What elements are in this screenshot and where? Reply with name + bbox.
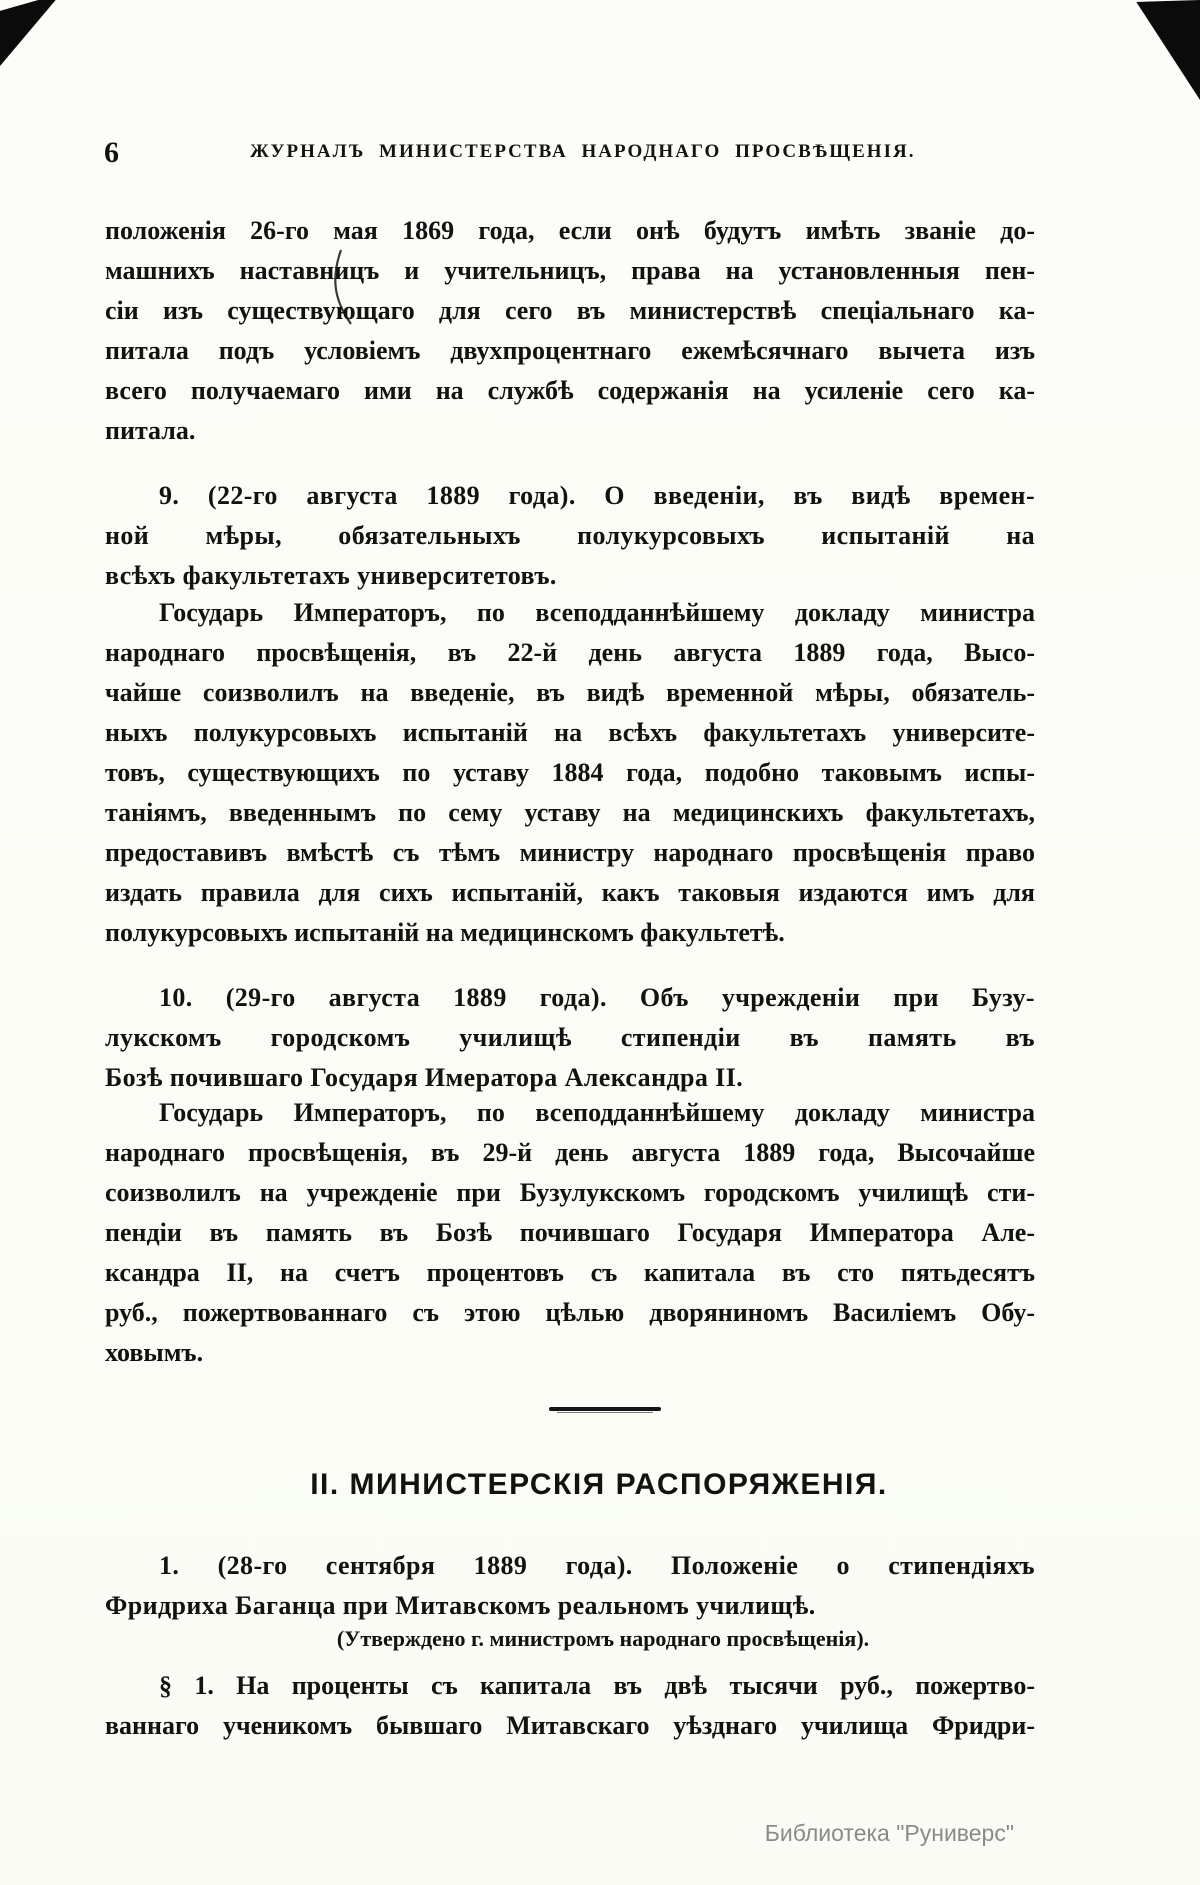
paragraph-item-9-body: [105, 593, 1035, 953]
text-line: питала.: [105, 416, 196, 445]
text-line: 9. (22-го августа 1889 года). О введеніи, въ видѣ времен-: [159, 481, 1035, 510]
paragraph-pension-continuation: [105, 211, 1035, 451]
text-line: Бозѣ почившаго Государя Имератора Александра II.: [105, 1063, 744, 1092]
text-line: пендіи въ память въ Бозѣ почившаго Государя Императора Але-: [105, 1218, 1035, 1247]
text-line: народнаго просвѣщенія, въ 22-й день августа 1889 года, Высо-: [105, 638, 1035, 667]
section-2-title: II. МИНИСТЕРСКІЯ РАСПОРЯЖЕНІЯ.: [310, 1468, 888, 1501]
scan-artifact-top-right-corner: [1130, 0, 1200, 100]
text-line: ваннаго ученикомъ бывшаго Митавскаго уѣзднаго училища Фридри-: [105, 1711, 1035, 1740]
text-line: издать правила для сихъ испытаній, какъ таковыя издаются имъ для: [105, 878, 1035, 907]
text-line: § 1. На проценты съ капитала въ двѣ тысячи руб., пожертво-: [159, 1671, 1035, 1700]
paragraph-order-1-body: [105, 1666, 1035, 1746]
text-line: народнаго просвѣщенія, въ 29-й день августа 1889 года, Высочайше: [105, 1138, 1035, 1167]
text-line: Фридриха Баганца при Митавскомъ реальномъ училищѣ.: [105, 1591, 816, 1620]
text-line: предоставивъ вмѣстѣ съ тѣмъ министру народнаго просвѣщенія право: [105, 838, 1035, 867]
text-line: руб., пожертвованнаго съ этою цѣлью дворяниномъ Василіемъ Обу-: [105, 1298, 1035, 1327]
page-number: 6: [104, 136, 119, 169]
heading-order-1: [105, 1546, 1035, 1626]
text-line: положенія 26-го мая 1869 года, если онѣ будутъ имѣть званіе до-: [105, 216, 1035, 245]
text-line: ной мѣры, обязательныхъ полукурсовыхъ испытаній на: [105, 521, 1035, 550]
paragraph-item-10-body: [105, 1093, 1035, 1373]
text-line: полукурсовыхъ испытаній на медицинскомъ факультетѣ.: [105, 918, 785, 947]
text-line: питала подъ условіемъ двухпроцентнаго ежемѣсячнаго вычета изъ: [105, 336, 1035, 365]
journal-header-title: ЖУРНАЛЪ МИНИСТЕРСТВА НАРОДНАГО ПРОСВѢЩЕНІЯ.: [250, 141, 916, 162]
text-line: Государь Императоръ, по всеподданнѣйшему докладу министра: [159, 598, 1035, 627]
text-line: ксандра II, на счетъ процентовъ съ капитала въ сто пятьдесятъ: [105, 1258, 1035, 1287]
text-line: ховымъ.: [105, 1338, 204, 1367]
text-line: сіи изъ существующаго для сего въ министерствѣ спеціальнаго ка-: [105, 296, 1035, 325]
text-line: 10. (29-го августа 1889 года). Объ учрежденіи при Бузу-: [159, 983, 1035, 1012]
runivers-library-watermark: Библиотека "Руниверс": [764, 1820, 1014, 1846]
scan-artifact-top-left-corner: [0, 0, 58, 68]
text-line: ныхъ полукурсовыхъ испытаній на всѣхъ факультетахъ университе-: [105, 718, 1035, 747]
text-line: таніямъ, введеннымъ по сему уставу на медицинскихъ факультетахъ,: [105, 798, 1035, 827]
heading-item-9: [105, 476, 1035, 596]
text-line: соизволилъ на учрежденіе при Бузулукскомъ городскомъ училищѣ сти-: [105, 1178, 1035, 1207]
approval-note: (Утверждено г. министромъ народнаго просвѣщенія).: [336, 1626, 870, 1651]
running-head: [0, 136, 1200, 170]
text-line: всѣхъ факультетахъ университетовъ.: [105, 561, 557, 590]
text-line: 1. (28-го сентября 1889 года). Положеніе о стипендіяхъ: [159, 1551, 1035, 1580]
section-divider-rule: [549, 1407, 661, 1411]
text-line: Государь Императоръ, по всеподданнѣйшему докладу министра: [159, 1098, 1035, 1127]
text-line: машнихъ наставницъ и учительницъ, права на установленныя пен-: [105, 256, 1035, 285]
heading-item-10: [105, 978, 1035, 1098]
text-line: всего получаемаго ими на службѣ содержанія на усиленіе сего ка-: [105, 376, 1035, 405]
text-line: лукскомъ городскомъ училищѣ стипендіи въ память въ: [105, 1023, 1035, 1052]
text-line: чайше соизволилъ на введеніе, въ видѣ временной мѣры, обязатель-: [105, 678, 1035, 707]
text-line: товъ, существующихъ по уставу 1884 года, подобно таковымъ испы-: [105, 758, 1035, 787]
